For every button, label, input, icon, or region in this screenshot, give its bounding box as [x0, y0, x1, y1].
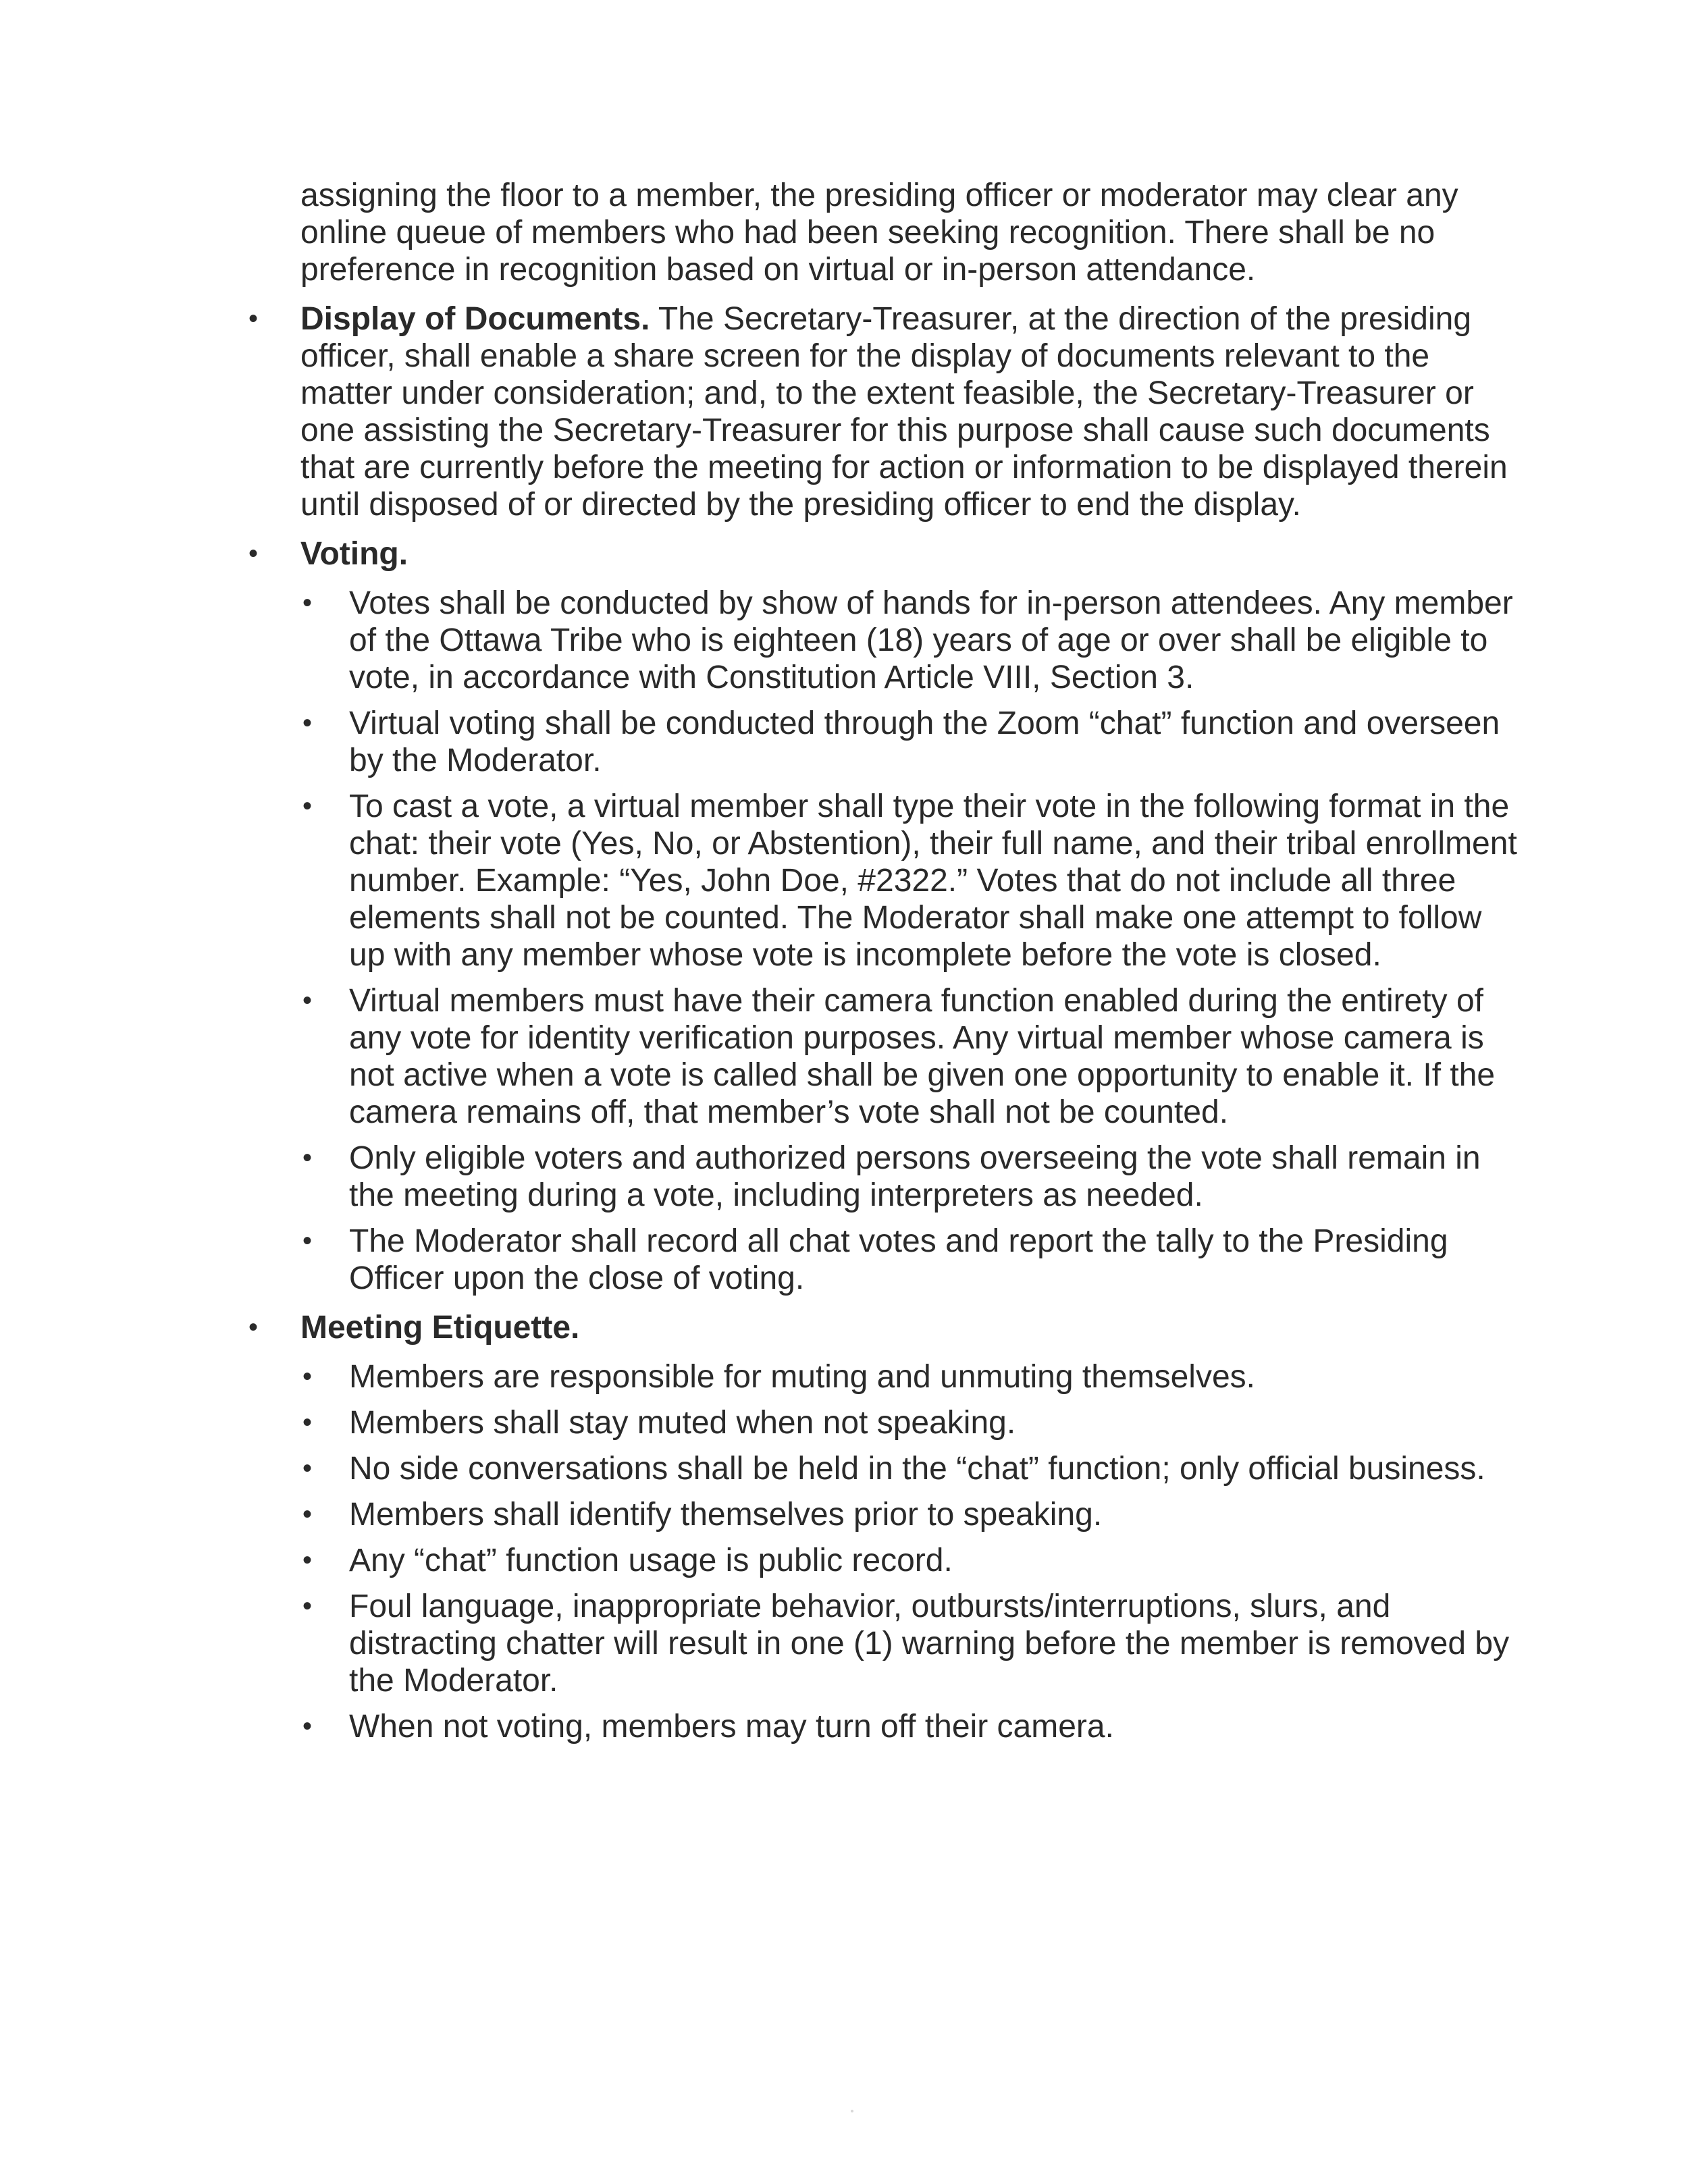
etiquette-list-item [300, 1404, 1526, 1441]
voting-heading: Voting. [300, 536, 408, 572]
bullet-icon: • [302, 791, 313, 821]
meeting-etiquette-heading: Meeting Etiquette. [300, 1310, 580, 1346]
etiquette-list-item-text: Foul language, inappropriate behavior, outbursts/interruptions, slurs, and distracting chatter will result in one (1) warning before the member is removed by the Moderator. [349, 1589, 1510, 1699]
bullet-icon: • [302, 1362, 313, 1391]
bullet-icon: • [248, 1312, 259, 1342]
scan-speck [851, 2110, 853, 2112]
meeting-etiquette-item [243, 1309, 1526, 1745]
voting-list-item-text: To cast a vote, a virtual member shall type their vote in the following format in the chat: their vote (Yes, No, or Abstention), their full name, and their tribal enrollment number. Example: “Yes, John Doe, #2322.” Votes that do not include all three elements shall not be counted. The Moderator shall make one attempt to follow up with any member whose vote is incomplete before the vote is closed. [349, 789, 1517, 973]
voting-list-item [300, 705, 1526, 779]
etiquette-list-item [300, 1708, 1526, 1745]
bullet-icon: • [302, 986, 313, 1015]
bullet-icon: • [302, 1226, 313, 1256]
bullet-icon: • [302, 1454, 313, 1483]
bullet-icon: • [302, 1591, 313, 1621]
voting-list-item-text: Only eligible voters and authorized persons overseeing the vote shall remain in the meeting during a vote, including interpreters as needed. [349, 1140, 1481, 1213]
etiquette-list-item-text: When not voting, members may turn off their camera. [349, 1709, 1114, 1744]
voting-list-item-text: Votes shall be conducted by show of hands for in-person attendees. Any member of the Ottawa Tribe who is eighteen (18) years of age or over shall be eligible to vote, in accordance with Constitution Article VIII, Section 3. [349, 585, 1513, 695]
etiquette-list-item-text: No side conversations shall be held in the “chat” function; only official business. [349, 1451, 1485, 1487]
display-of-documents-item [243, 300, 1526, 523]
bullet-icon: • [302, 1143, 313, 1173]
bullet-icon: • [302, 1408, 313, 1437]
etiquette-list [300, 1358, 1526, 1745]
voting-list-item-text: Virtual members must have their camera function enabled during the entirety of any vote for identity verification purposes. Any virtual member whose camera is not active when a vote is called shall be given one opportunity to enable it. If the camera remains off, that member’s vote shall not be counted. [349, 983, 1496, 1130]
page-content [243, 177, 1526, 1745]
etiquette-list-item [300, 1496, 1526, 1533]
etiquette-list-item [300, 1450, 1526, 1487]
voting-item [243, 535, 1526, 1297]
display-of-documents-text: The Secretary-Treasurer, at the direction of the presiding officer, shall enable a share screen for the display of documents relevant to the matter under consideration; and, to the extent feasible, the Secretary-Treasurer or one assisting the Secretary-Treasurer for this purpose shall cause such documents that are currently before the meeting for action or information to be displayed therein until disposed of or directed by the presiding officer to end the display. [300, 301, 1508, 523]
voting-list-item [300, 1223, 1526, 1297]
intro-paragraph: assigning the floor to a member, the presiding officer or moderator may clear any online queue of members who had been seeking recognition. There shall be no preference in recognition based on virtual or in-person attendance. [300, 178, 1458, 288]
voting-list-item-text: Virtual voting shall be conducted through the Zoom “chat” function and overseen by the Moderator. [349, 705, 1500, 778]
etiquette-list-item [300, 1358, 1526, 1395]
display-of-documents-heading: Display of Documents. [300, 301, 650, 337]
etiquette-list-item-text: Members shall identify themselves prior to speaking. [349, 1497, 1103, 1533]
bullet-icon: • [302, 588, 313, 618]
etiquette-list-item-text: Any “chat” function usage is public record. [349, 1543, 953, 1578]
voting-list-item [300, 585, 1526, 696]
bullet-icon: • [248, 304, 259, 334]
voting-list-item [300, 982, 1526, 1131]
bullet-icon: • [302, 1545, 313, 1575]
voting-list-item-text: The Moderator shall record all chat votes and report the tally to the Presiding Officer upon the close of voting. [349, 1223, 1448, 1296]
bullet-icon: • [302, 1499, 313, 1529]
bullet-icon: • [248, 539, 259, 568]
voting-list-item [300, 1140, 1526, 1214]
bullet-icon: • [302, 1711, 313, 1741]
voting-list-item [300, 788, 1526, 974]
etiquette-list-item-text: Members shall stay muted when not speaking. [349, 1405, 1016, 1441]
etiquette-list-item [300, 1588, 1526, 1699]
etiquette-list-item [300, 1542, 1526, 1579]
bullet-icon: • [302, 708, 313, 738]
voting-list [300, 585, 1526, 1297]
etiquette-list-item-text: Members are responsible for muting and unmuting themselves. [349, 1359, 1255, 1395]
